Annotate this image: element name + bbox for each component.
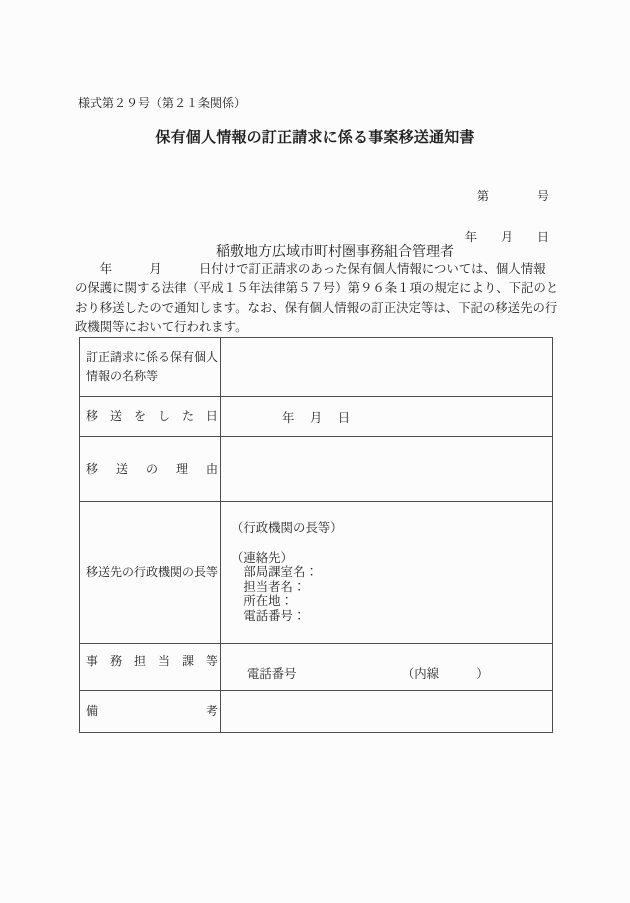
content-cell-administrative-section xyxy=(221,644,552,691)
content-cell-transfer-reason xyxy=(221,437,552,502)
row-label: 訂正請求に係る保有個人情報の名称等 xyxy=(86,350,219,383)
label-cell-information-name xyxy=(80,338,221,397)
body-line: の保護に関する法律（平成１５年法律第５７号）第９６条１項の規定により、下記のと xyxy=(75,281,559,296)
department-name-line: 部局課室名： xyxy=(231,565,318,580)
recipient-line: 稲敷地方広域市町村圏事務組合管理者 xyxy=(216,245,454,260)
document-title: 保有個人情報の訂正請求に係る事案移送通知書 xyxy=(155,130,475,146)
row-label: 事 務 担 当 課 等 xyxy=(86,653,218,668)
body-line: おり移送したので通知します。なお、保有個人情報の訂正決定等は、下記の移送先の行 xyxy=(75,300,558,315)
row-label: 備 考 xyxy=(86,704,218,718)
form-number-label: 様式第２９号（第２１条関係） xyxy=(78,96,247,110)
body-paragraph xyxy=(75,260,561,338)
body-line: 年 月 日付けで訂正請求のあった保有個人情報については、個人情報 xyxy=(75,262,546,276)
blank-line xyxy=(231,536,552,551)
form-table xyxy=(79,337,553,733)
doc-number-line: 第 号 xyxy=(476,189,549,203)
content-cell-remarks xyxy=(221,691,552,732)
label-cell-remarks xyxy=(80,691,221,732)
person-in-charge-line: 担当者名： xyxy=(231,579,306,594)
row-label: 移 送 の 理 由 xyxy=(86,461,218,476)
content-cell-transfer-destination xyxy=(221,502,552,644)
content-cell-information-name xyxy=(221,338,552,397)
phone-extension-placeholder: 電話番号 （内線 ） xyxy=(247,667,489,681)
label-cell-transfer-destination xyxy=(80,502,221,644)
phone-number-line: 電話番号： xyxy=(231,608,306,623)
label-cell-transfer-date xyxy=(80,397,221,437)
date-placeholder: 年 月 日 xyxy=(282,410,351,425)
doc-date-line: 年 月 日 xyxy=(464,229,549,244)
row-label: 移 送 を し た 日 xyxy=(86,409,218,423)
label-cell-transfer-reason xyxy=(80,437,221,502)
address-line: 所在地： xyxy=(231,594,293,609)
body-line: 政機関等において行われます。 xyxy=(75,320,248,335)
row-label: 移送先の行政機関の長等 xyxy=(86,565,219,579)
content-cell-transfer-date xyxy=(221,397,552,437)
contact-header-line: （連絡先） xyxy=(231,550,293,565)
label-cell-administrative-section xyxy=(80,644,221,691)
destination-agency-head-line: （行政機関の長等） xyxy=(231,521,343,536)
